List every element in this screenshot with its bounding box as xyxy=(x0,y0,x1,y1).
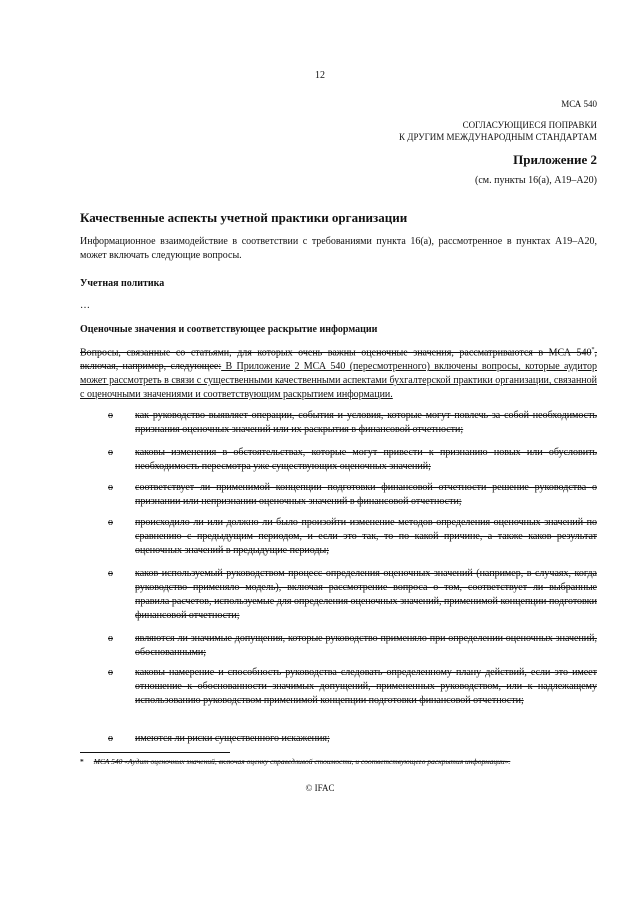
estimates-paragraph xyxy=(80,343,597,402)
list-item: o соответствует ли применимой концепции подготовки финансовой отчетности решение руководства о признании или непризнании оценочных значений в финансовой отчетности; xyxy=(108,482,597,507)
bullet-marker: o xyxy=(108,410,113,421)
estimates-heading: Оценочные значения и соответствующее раскрытие информации xyxy=(80,324,378,335)
appendix-reference: (см. пункты 16(а), A19–A20) xyxy=(475,175,597,186)
footnote xyxy=(80,757,510,766)
bullet-marker: o xyxy=(108,482,113,493)
bullet-marker: o xyxy=(108,568,113,579)
bullet-marker: o xyxy=(108,733,113,744)
bullet-marker: o xyxy=(108,667,113,678)
list-item: o каков используемый руководством процесс определения оценочных значений (например, в случаях, когда руководство применяло модель), включая рассмотрение вопроса о том, соответствует ли выбранные правила расчетов, используемые для определения оценочных значений, применимой концепции подготовки финансовой отчетности; xyxy=(108,568,597,621)
bullet-marker: o xyxy=(108,633,113,644)
accounting-policy-heading: Учетная политика xyxy=(80,278,165,289)
list-item: o каковы изменения в обстоятельствах, которые могут привести к признанию новых или обусловить необходимость пересмотра уже существующих оценочных значений; xyxy=(108,447,597,472)
ellipsis: … xyxy=(80,300,90,311)
list-item: o как руководство выявляет операции, события и условия, которые могут повлечь за собой необходимость признания оценочных значений или их раскрытия в финансовой отчетности; xyxy=(108,410,597,435)
inserted-text: В Приложение 2 МСА 540 (пересмотренного) включены вопросы, которые аудитор может рассмотреть в связи с существенными качественными аспектами бухгалтерской практики организации, связанной с оценочными значениями и соответствующим раскрытием информации. xyxy=(80,361,597,401)
header-line-1: СОГЛАСУЮЩИЕСЯ ПОПРАВКИ xyxy=(462,120,597,130)
section-title: Качественные аспекты учетной практики организации xyxy=(80,210,408,225)
footnote-text: МСА 540 «Аудит оценочных значений, включая оценку справедливой стоимости, и соответствующего раскрытия информации». xyxy=(93,757,511,766)
list-item: o происходило ли или должно ли было произойти изменение методов определения оценочных значений по сравнению с предыдущим периодом, и если это так, то по какой причине, а также каков результат оценочных значений в предыдущие периоды; xyxy=(108,517,597,556)
footnote-mark: * xyxy=(80,757,84,766)
footnote-reference: * xyxy=(591,347,595,353)
deleted-text-2: , включая, например, следующее: xyxy=(80,347,597,373)
appendix-title: Приложение 2 xyxy=(513,152,597,167)
bullet-marker: o xyxy=(108,447,113,458)
header-line-2: К ДРУГИМ МЕЖДУНАРОДНЫМ СТАНДАРТАМ xyxy=(399,132,597,142)
list-item: o каковы намерение и способность руководства следовать определенному плану действий, если это имеет отношение к обоснованности значимых допущений, примененных руководством, или к надлежащему использованию руководством применимой концепции подготовки финансовой отчетности; xyxy=(108,667,597,706)
list-item: o являются ли значимые допущения, которые руководство применяло при определении оценочных значений, обоснованными; xyxy=(108,633,597,658)
footnote-divider xyxy=(80,752,230,753)
doc-code: МСА 540 xyxy=(561,99,597,109)
deleted-text: Вопросы, связанные со статьями, для которых очень важны оценочные значения, рассматриваются в МСА 540 xyxy=(80,347,592,359)
bullet-marker: o xyxy=(108,517,113,528)
copyright-footer: © IFAC xyxy=(305,783,335,793)
page-number: 12 xyxy=(315,70,325,81)
list-item: o имеются ли риски существенного искажения; xyxy=(108,733,330,744)
intro-paragraph: Информационное взаимодействие в соответствии с требованиями пункта 16(а), рассмотренное в пунктах A19–A20, может включать следующие вопросы. xyxy=(80,236,597,261)
